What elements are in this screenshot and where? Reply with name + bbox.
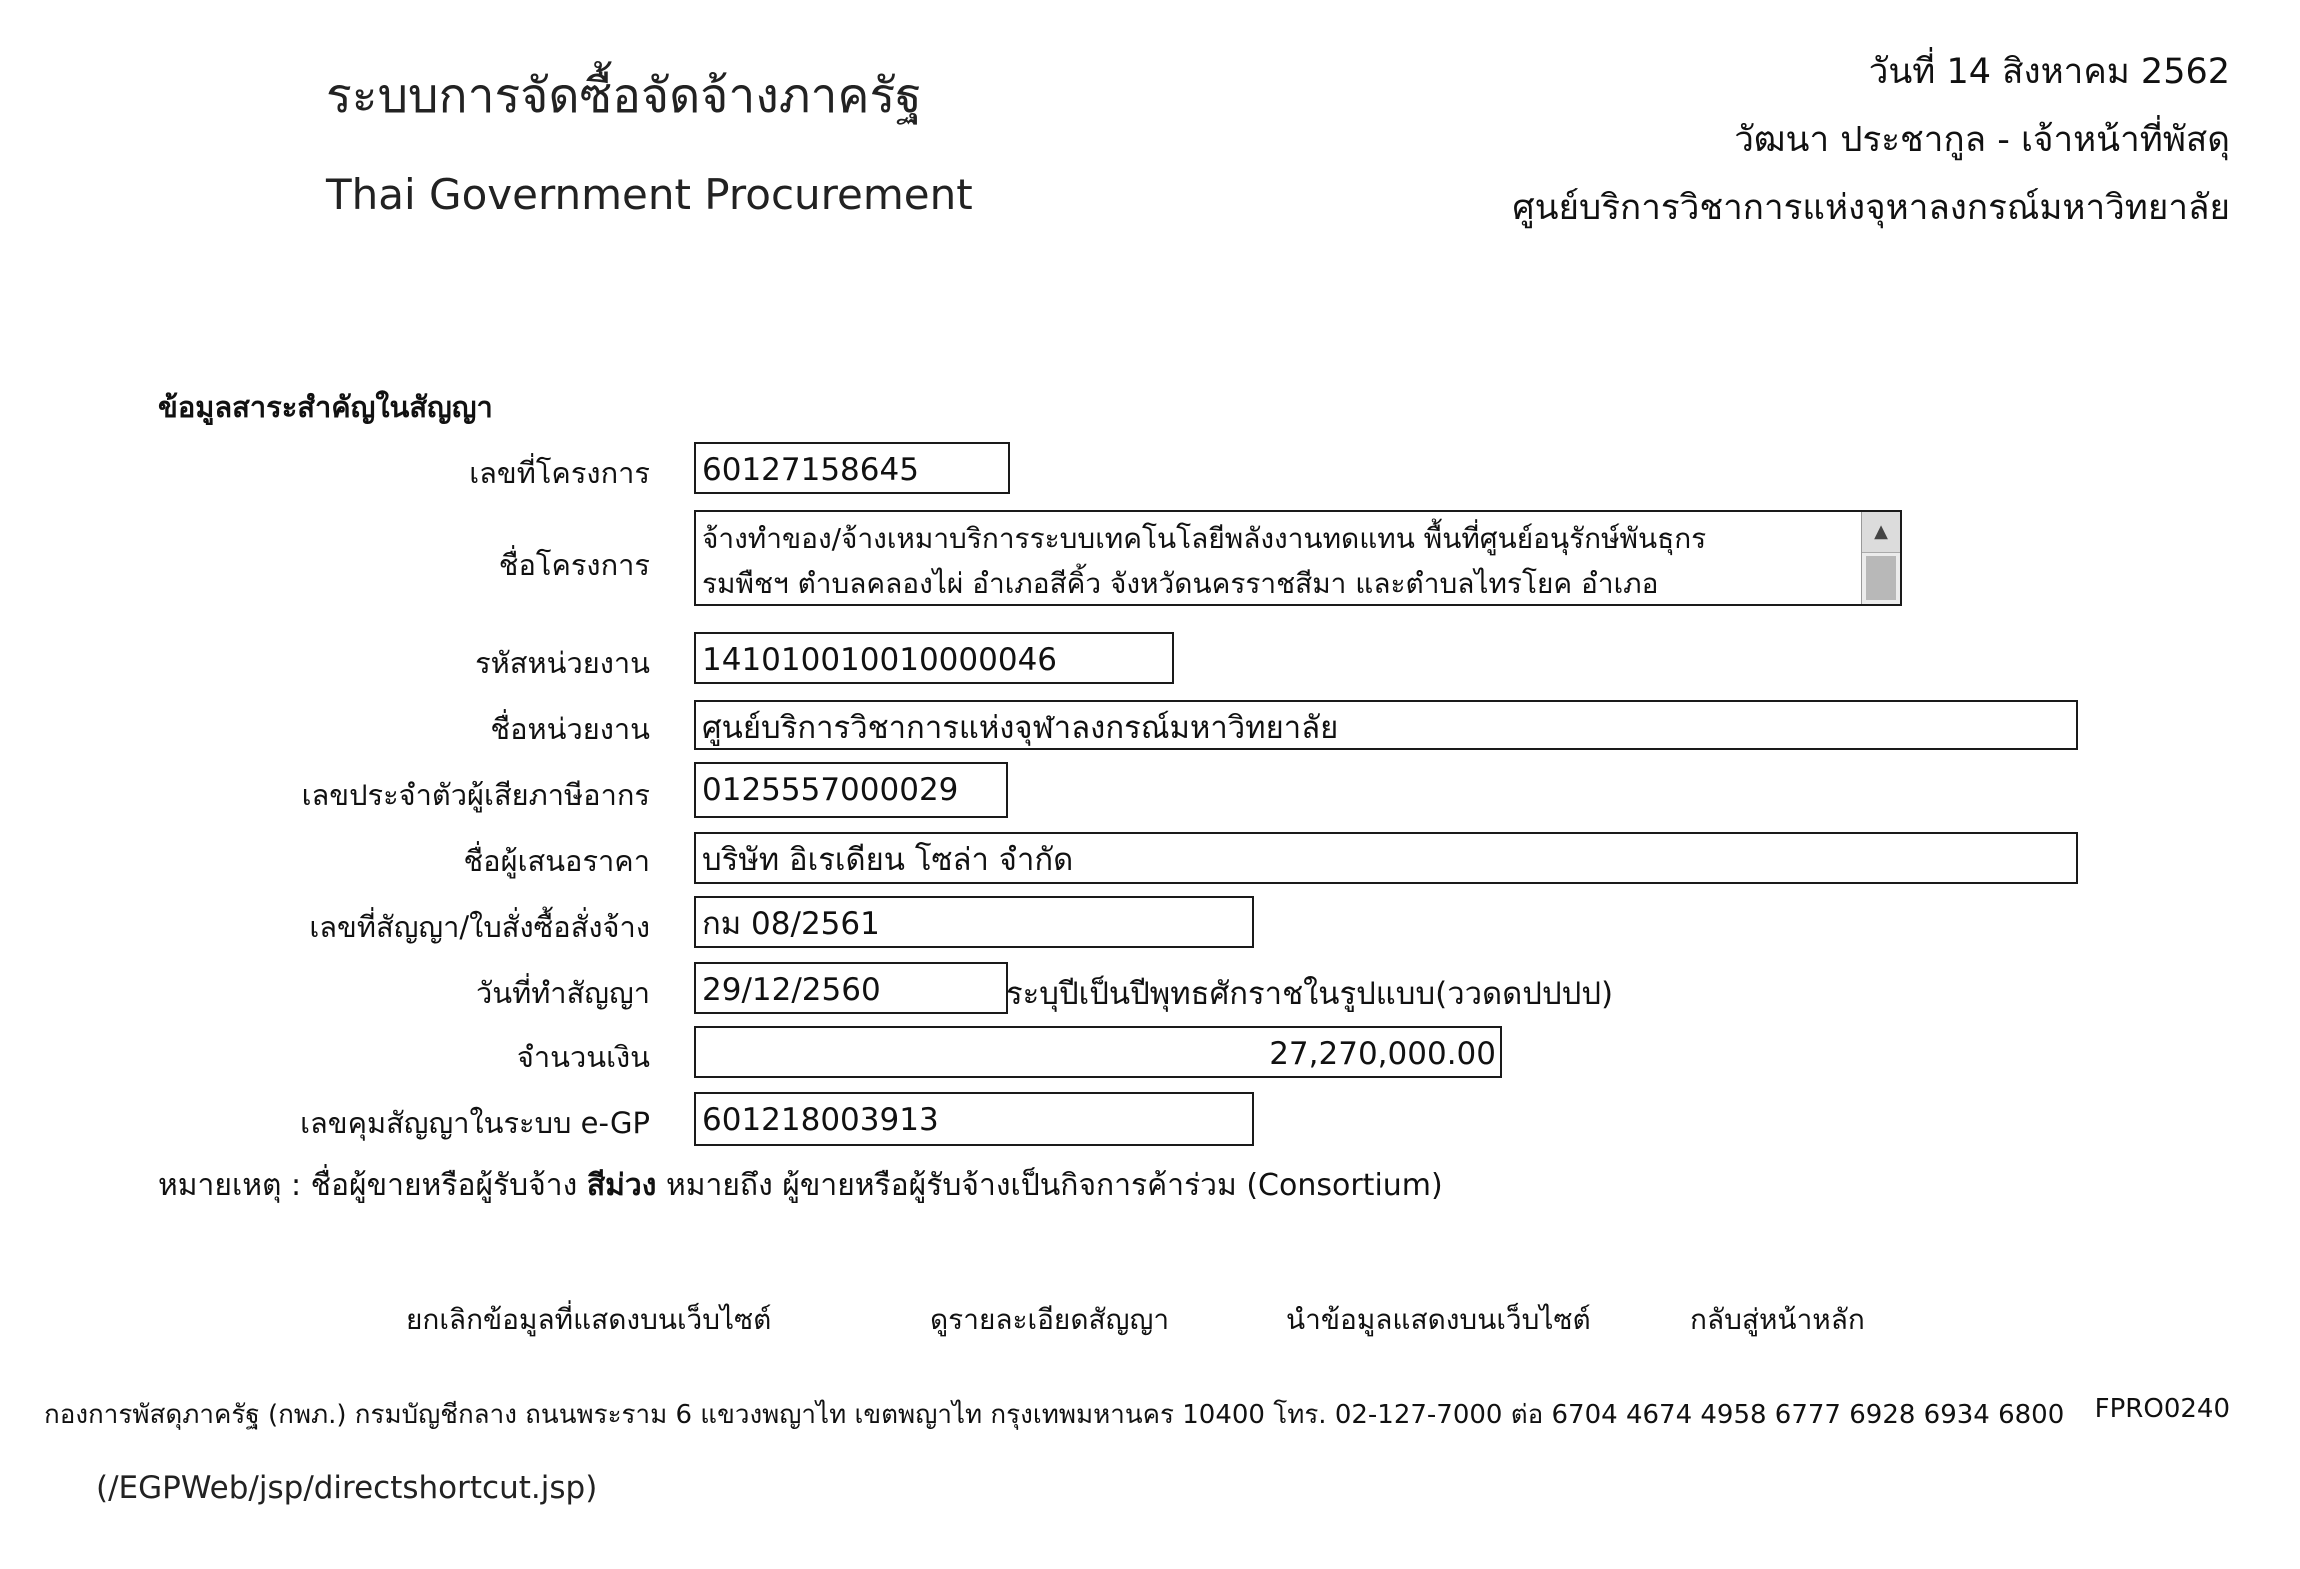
tax-id-field[interactable]: 0125557000029 — [694, 762, 1008, 818]
agency-name-label: ชื่อหน่วยงาน — [490, 712, 650, 746]
cancel-publish-link[interactable]: ยกเลิกข้อมูลที่แสดงบนเว็บไซต์ — [406, 1303, 772, 1336]
consortium-note — [158, 1162, 1443, 1209]
project-no-label: เลขที่โครงการ — [469, 456, 650, 490]
note-prefix: หมายเหตุ : ชื่อผู้ขายหรือผู้รับจ้าง — [158, 1168, 587, 1203]
contract-date-field[interactable]: 29/12/2560 — [694, 962, 1008, 1014]
scroll-up-down-icon[interactable]: ▲ — [1862, 512, 1900, 553]
note-suffix: หมายถึง ผู้ขายหรือผู้รับจ้างเป็นกิจการค้าร่วม (Consortium) — [656, 1168, 1443, 1203]
agency-info: ศูนย์บริการวิชาการแห่งจุหาลงกรณ์มหาวิทยาลัย — [1512, 188, 2230, 228]
agency-code-label: รหัสหน่วยงาน — [475, 646, 650, 680]
user-info: วัฒนา ประชากูล - เจ้าหน้าที่พัสดุ — [1734, 120, 2230, 160]
contract-date-label: วันที่ทำสัญญา — [475, 976, 650, 1010]
amount-field[interactable]: 27,270,000.00 — [694, 1026, 1502, 1078]
tax-id-label: เลขประจำตัวผู้เสียภาษีอากร — [301, 778, 650, 812]
project-name-textarea[interactable] — [694, 510, 1902, 606]
back-home-link[interactable]: กลับสู่หน้าหลัก — [1690, 1303, 1865, 1336]
bidder-name-field[interactable]: บริษัท อิเรเดียน โซล่า จำกัด — [694, 832, 2078, 884]
publish-link[interactable]: นำข้อมูลแสดงบนเว็บไซต์ — [1286, 1303, 1591, 1336]
egp-contract-no-label: เลขคุมสัญญาในระบบ e-GP — [300, 1106, 650, 1140]
footer-address: กองการพัสดุภาครัฐ (กพภ.) กรมบัญชีกลาง ถนนพระราม 6 แขวงพญาไท เขตพญาไท กรุงเทพมหานคร 10400 โทร. 02-127-7000 ต่อ 6704 4674 4958 6777 6928 6934 6800 — [44, 1400, 2065, 1430]
egp-contract-no-field[interactable]: 601218003913 — [694, 1092, 1254, 1146]
contract-no-label: เลขที่สัญญา/ใบสั่งซื้อสั่งจ้าง — [309, 910, 650, 944]
page-url: (/EGPWeb/jsp/directshortcut.jsp) — [96, 1470, 598, 1506]
page-code: FPRO0240 — [2094, 1394, 2230, 1424]
contract-date-hint: ระบุปีเป็นปีพุทธศักราชในรูปแบบ(ววดดปปปป) — [1006, 976, 1614, 1012]
section-title: ข้อมูลสาระสำคัญในสัญญา — [158, 390, 493, 424]
current-date: วันที่ 14 สิงหาคม 2562 — [1868, 52, 2230, 92]
agency-code-field[interactable]: 141010010010000046 — [694, 632, 1174, 684]
project-name-line-2: รมพืชฯ ตำบลคลองไผ่ อำเภอสีคิ้ว จังหวัดนครราชสีมา และตำบลไทรโยค อำเภอ — [702, 567, 1659, 600]
project-name-line-1: จ้างทำของ/จ้างเหมาบริการระบบเทคโนโลยีพลังงานทดแทน พื้นที่ศูนย์อนุรักษ์พันธุกร — [702, 522, 1707, 555]
system-title-th: ระบบการจัดซื้อจัดจ้างภาครัฐ — [326, 68, 922, 124]
scroll-thumb[interactable] — [1866, 556, 1896, 600]
system-title-en: Thai Government Procurement — [326, 170, 973, 219]
project-name-scrollbar[interactable] — [1861, 512, 1900, 604]
agency-name-field[interactable]: ศูนย์บริการวิชาการแห่งจุฬาลงกรณ์มหาวิทยาลัย — [694, 700, 2078, 750]
amount-label: จำนวนเงิน — [516, 1040, 650, 1074]
note-highlight: สีม่วง — [586, 1168, 657, 1203]
project-name-label: ชื่อโครงการ — [498, 548, 650, 582]
view-contract-detail-link[interactable]: ดูรายละเอียดสัญญา — [930, 1303, 1170, 1336]
bidder-name-label: ชื่อผู้เสนอราคา — [463, 844, 650, 878]
project-no-field[interactable]: 60127158645 — [694, 442, 1010, 494]
contract-no-field[interactable]: กม 08/2561 — [694, 896, 1254, 948]
